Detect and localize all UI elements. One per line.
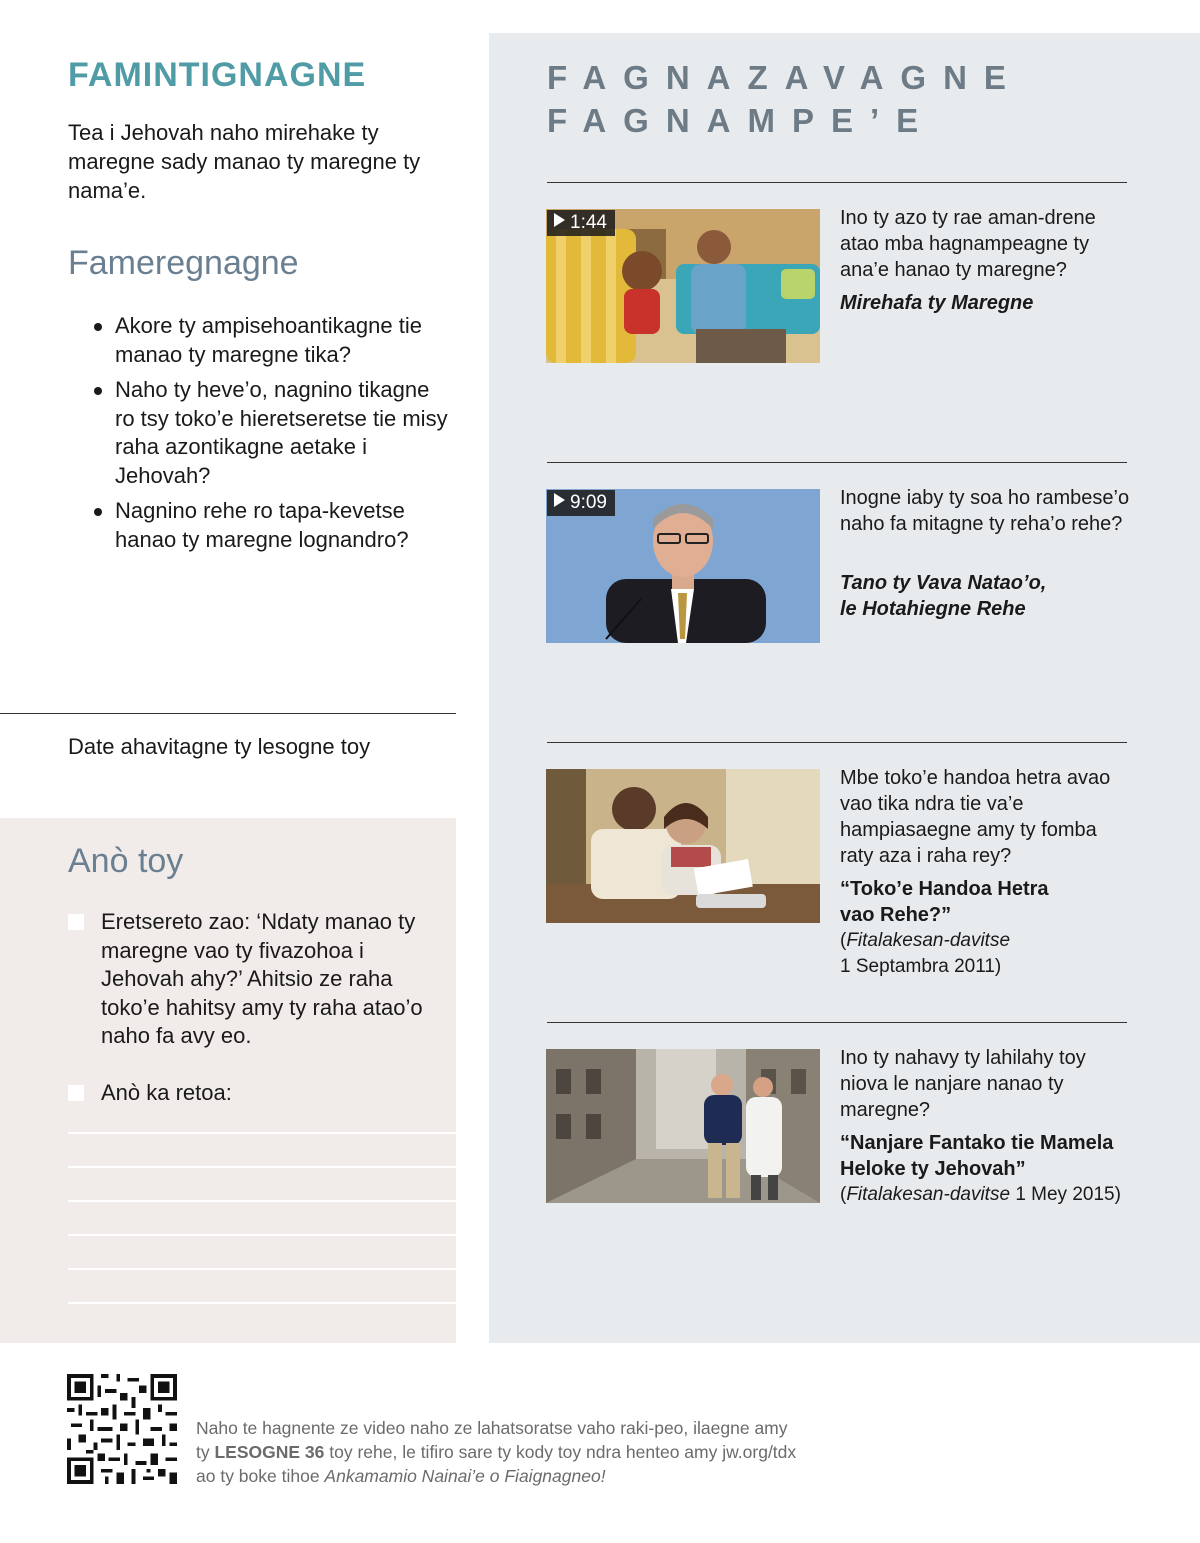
reference-source: (Fitalakesan-davitse 1 Mey 2015): [840, 1184, 1121, 1205]
explore-reference: [840, 1130, 1130, 1208]
qr-code-icon[interactable]: [67, 1374, 177, 1484]
goal-task: [68, 1079, 428, 1108]
article-image-couple-walking: [546, 1049, 820, 1203]
review-question: Nagnino rehe ro tapa-kevetse hanao ty maregne lognandro?: [92, 497, 454, 554]
publication-name: Fitalakesan-davitse: [846, 1184, 1011, 1205]
writing-line[interactable]: [68, 1234, 456, 1236]
review-title: Fameregnagne: [68, 244, 299, 282]
publication-name: Fitalakesan-davitse: [846, 930, 1011, 951]
writing-line[interactable]: [68, 1132, 456, 1134]
video-duration: 9:09: [570, 492, 607, 513]
video-thumbnail-speaker[interactable]: [546, 489, 820, 643]
duration-badge: [547, 210, 615, 236]
goal-task: [68, 908, 428, 1051]
explore-question: Ino ty azo ty rae aman-drene atao mba hagnampeagne ty ana’e hanao ty maregne?: [840, 207, 1096, 281]
goal-task-text: Eretsereto zao: ‘Ndaty manao ty maregne vao ty fivazohoa i Jehovah ahy?’ Ahitsio ze raha toko’e hahitsy amy ty raha atao’o naho fa avy eo.: [101, 909, 423, 1048]
play-icon: [554, 213, 565, 227]
goal-title: Anò toy: [68, 842, 184, 880]
footer-text: Naho te hagnente ze video naho ze lahatsoratse vaho raki-peo, ilaegne amy ty LESOGNE 36 toy rehe, le tifiro sare ty kody toy ndra henteo amy jw.org/tdx ao ty boke tihoe Ankamamio Nainai’e o Fiaignagneo!: [196, 1418, 797, 1486]
divider: [547, 742, 1127, 743]
checkbox-icon[interactable]: [68, 914, 84, 930]
review-question: Akore ty ampisehoantikagne tie manao ty maregne tika?: [92, 312, 454, 369]
writing-line[interactable]: [68, 1302, 456, 1304]
date-label: Date ahavitagne ty lesogne toy: [68, 734, 371, 759]
reference-title[interactable]: Mirehafa ty Maregne: [840, 292, 1034, 314]
explore-title: [547, 56, 1023, 142]
video-duration: 1:44: [570, 212, 607, 233]
writing-line[interactable]: [68, 1268, 456, 1270]
reference-title[interactable]: “Toko’e Handoa Hetra: [840, 878, 1049, 900]
goal-task-text: Anò ka retoa:: [101, 1080, 232, 1105]
explore-reference: [840, 570, 1130, 622]
reference-date: 1 Mey 2015): [1015, 1184, 1121, 1205]
reference-title[interactable]: Heloke ty Jehovah”: [840, 1158, 1026, 1180]
divider: [547, 182, 1127, 183]
reference-source: (Fitalakesan-davitse: [840, 930, 1011, 951]
duration-badge: [547, 490, 615, 516]
divider: [0, 713, 456, 714]
summary-text: Tea i Jehovah naho mirehake ty maregne sady manao ty maregne ty nama’e.: [68, 120, 421, 203]
article-image-couple-paying-bills: [546, 769, 820, 923]
explore-question: Ino ty nahavy ty lahilahy toy niova le nanjare nanao ty maregne?: [840, 1047, 1086, 1121]
explore-title-line: FAGNAZAVAGNE: [547, 59, 1023, 96]
review-list: [92, 312, 454, 561]
summary-title: FAMINTIGNAGNE: [68, 56, 367, 94]
article-image: [546, 1049, 820, 1203]
writing-line[interactable]: [68, 1200, 456, 1202]
writing-line[interactable]: [68, 1166, 456, 1168]
reference-title[interactable]: Tano ty Vava Natao’o,: [840, 572, 1047, 594]
reference-date: 1 Septambra 2011): [840, 956, 1002, 977]
explore-reference: [840, 876, 1130, 980]
explore-reference: [840, 290, 1130, 316]
play-icon: [554, 493, 565, 507]
divider: [547, 462, 1127, 463]
reference-title[interactable]: vao Rehe?”: [840, 904, 952, 926]
explore-question: Mbe toko’e handoa hetra avao vao tika ndra tie va’e hampiasaegne amy ty fomba raty aza i raha rey?: [840, 767, 1111, 867]
reference-title[interactable]: le Hotahiegne Rehe: [840, 598, 1026, 620]
reference-title[interactable]: “Nanjare Fantako tie Mamela: [840, 1132, 1114, 1154]
checkbox-icon[interactable]: [68, 1085, 84, 1101]
video-thumbnail-animated-father-son[interactable]: [546, 209, 820, 363]
review-question: Naho ty heve’o, nagnino tikagne ro tsy toko’e hieretseretse tie misy raha azontikagne aetake i Jehovah?: [92, 376, 454, 490]
explore-title-line: FAGNAMPE’E: [547, 102, 936, 139]
divider: [547, 1022, 1127, 1023]
explore-question: Inogne iaby ty soa ho rambese’o naho fa mitagne ty reha’o rehe?: [840, 487, 1130, 535]
article-image: [546, 769, 820, 923]
